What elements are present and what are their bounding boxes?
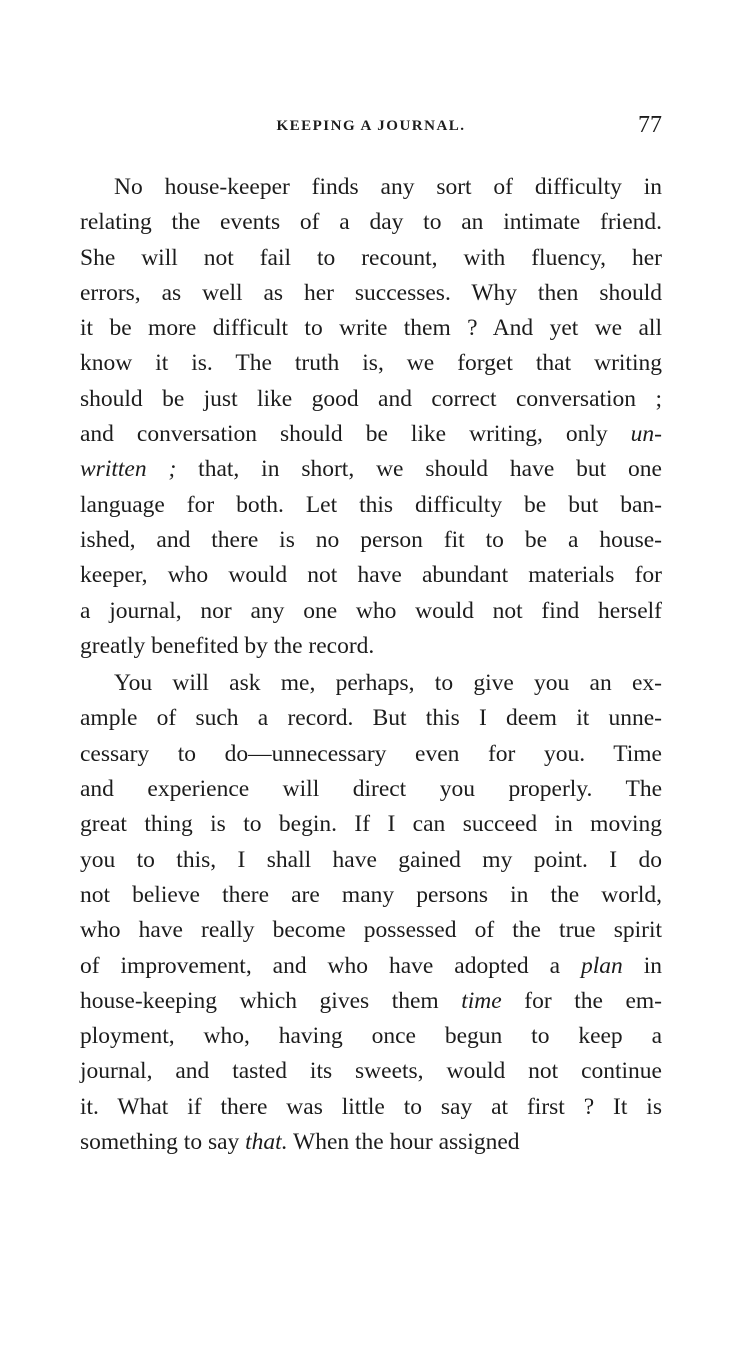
page-body <box>80 170 662 1160</box>
text-segment: and conversation should be like writing, only <box>80 421 631 448</box>
text-segment: She will not fail to recount, with fluency, her <box>80 244 662 271</box>
italic-text: that. <box>245 1129 288 1156</box>
text-segment: errors, as well as her successes. Why then should <box>80 279 662 306</box>
text-line <box>80 523 662 558</box>
page-number: 77 <box>638 112 662 138</box>
text-segment: it be more difficult to write them ? And yet we all <box>80 315 662 342</box>
running-head: KEEPING A JOURNAL. <box>276 118 466 134</box>
text-segment: You will ask me, perhaps, to give you an ex- <box>114 670 662 697</box>
text-segment: ployment, who, having once begun to keep a <box>80 1023 662 1050</box>
text-segment: it. What if there was little to say at first ? It is <box>80 1093 662 1120</box>
text-line <box>80 417 662 452</box>
text-line <box>80 949 662 984</box>
text-line <box>80 666 662 701</box>
text-segment: in <box>622 952 662 979</box>
text-line <box>80 346 662 381</box>
text-segment: ample of such a record. But this I deem it unne- <box>80 705 662 732</box>
text-segment: greatly benefited by the record. <box>80 632 375 659</box>
text-line <box>80 170 662 205</box>
italic-text: un- <box>630 421 662 448</box>
text-line <box>80 241 662 276</box>
text-segment: a journal, nor any one who would not find herself <box>80 597 662 624</box>
text-segment: great thing is to begin. If I can succeed in moving <box>80 811 662 838</box>
text-line <box>80 1125 662 1160</box>
text-line <box>80 1019 662 1054</box>
text-line <box>80 878 662 913</box>
text-segment: that, in short, we should have but one <box>176 456 662 483</box>
text-line <box>80 452 662 487</box>
italic-text: plan <box>580 952 623 979</box>
text-line <box>80 382 662 417</box>
text-segment: house-keeping which gives them <box>80 987 462 1014</box>
text-segment: should be just like good and correct conversation ; <box>80 385 662 412</box>
text-segment: of improvement, and who have adopted a <box>80 952 581 979</box>
text-line <box>80 807 662 842</box>
text-line <box>80 311 662 346</box>
text-segment: who have really become possessed of the true spirit <box>80 917 662 944</box>
text-segment: for the em- <box>501 987 662 1014</box>
text-segment: ished, and there is no person fit to be a house- <box>80 526 662 553</box>
text-segment: relating the events of a day to an intimate friend. <box>80 209 662 236</box>
text-line <box>80 276 662 311</box>
text-line <box>80 701 662 736</box>
text-line <box>80 843 662 878</box>
text-segment: When the hour assigned <box>287 1129 520 1156</box>
text-line <box>80 772 662 807</box>
text-line <box>80 558 662 593</box>
text-line <box>80 629 662 664</box>
text-segment: not believe there are many persons in the world, <box>80 881 662 908</box>
page-header <box>80 112 662 144</box>
paragraph <box>80 170 662 664</box>
text-line <box>80 913 662 948</box>
text-segment: No house-keeper finds any sort of difficulty in <box>114 174 662 200</box>
text-line <box>80 205 662 240</box>
text-segment: cessary to do—unnecessary even for you. Time <box>80 740 662 767</box>
italic-text: written ; <box>80 456 177 483</box>
text-segment: language for both. Let this difficulty be but ban- <box>80 491 662 518</box>
text-line <box>80 1054 662 1089</box>
text-segment: journal, and tasted its sweets, would not continue <box>80 1058 662 1085</box>
text-line <box>80 1090 662 1125</box>
paragraph <box>80 666 662 1160</box>
text-line <box>80 594 662 629</box>
text-segment: something to say <box>80 1129 246 1156</box>
text-segment: know it is. The truth is, we forget that writing <box>80 350 662 377</box>
text-segment: you to this, I shall have gained my point. I do <box>80 846 662 873</box>
text-segment: and experience will direct you properly. The <box>80 776 662 803</box>
text-line <box>80 488 662 523</box>
text-line <box>80 984 662 1019</box>
italic-text: time <box>461 987 502 1014</box>
text-line <box>80 737 662 772</box>
text-segment: keeper, who would not have abundant materials for <box>80 562 662 589</box>
